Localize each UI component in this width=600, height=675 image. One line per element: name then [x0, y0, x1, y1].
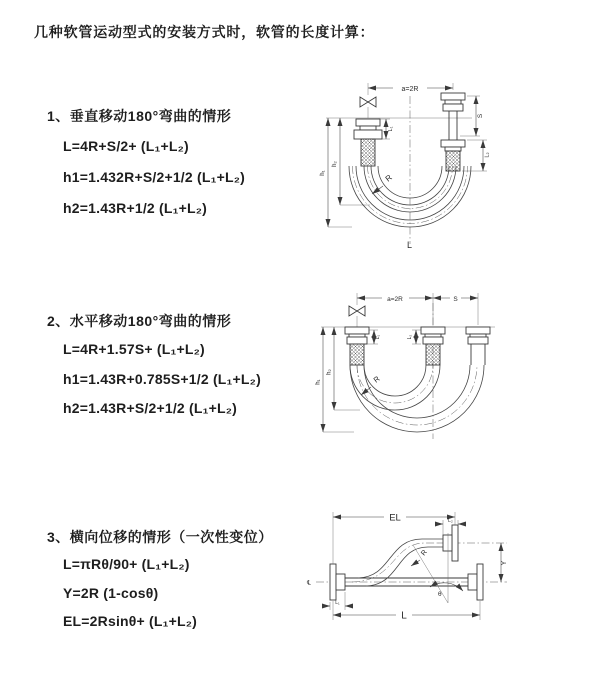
centerline-symbol: ℄	[307, 580, 311, 587]
formula-line: L=πRθ/90+ (L₁+L₂)	[63, 556, 190, 572]
diagram-lateral-displacement	[300, 503, 600, 638]
dim-label-h1: h₁	[320, 170, 326, 176]
formula-line: EL=2Rsinθ+ (L₁+L₂)	[63, 613, 198, 629]
section-1-heading: 1、垂直移动180°弯曲的情形	[47, 108, 232, 124]
dim-label-h2: h₂	[332, 161, 338, 167]
length-label: L	[401, 610, 407, 622]
dim-label-s: S	[453, 296, 458, 303]
diagram-horizontal-180-bend	[310, 287, 600, 447]
radius-label: R	[383, 172, 394, 184]
dim-label-l1: L₁	[375, 334, 381, 340]
formula-line: h2=1.43R+1/2 (L₁+L₂)	[63, 200, 208, 216]
braided-hose-section	[361, 139, 375, 166]
braided-hose-section	[426, 344, 440, 365]
dim-label-l2: L₂	[484, 152, 491, 158]
left-flange-fitting	[345, 327, 369, 365]
valve-icon	[349, 306, 365, 327]
right-flange-fitting	[441, 93, 465, 171]
dim-label-y: Y	[501, 560, 508, 566]
dimension-lines	[320, 82, 491, 227]
dim-label-l2: L₂	[448, 518, 453, 524]
braided-hose-section	[350, 344, 364, 365]
dim-label-h2: h₂	[326, 369, 333, 375]
length-label: L	[407, 240, 413, 250]
left-flange-fitting	[354, 119, 382, 166]
dim-label-h1: h₁	[315, 379, 322, 385]
dim-label-a: a=2R	[387, 296, 403, 303]
radius-callout	[411, 549, 429, 566]
radius-label: R	[420, 548, 429, 558]
formula-line: L=4R+S/2+ (L₁+L₂)	[63, 138, 189, 154]
dim-label-el: EL	[389, 512, 401, 524]
angle-label: θ	[438, 591, 442, 598]
diagram-vertical-180-bend	[310, 76, 590, 256]
right-flange-fitting	[468, 564, 483, 600]
section-2-heading: 2、水平移动180°弯曲的情形	[47, 313, 232, 329]
dim-label-s: S	[477, 113, 484, 119]
formula-line: L=4R+1.57S+ (L₁+L₂)	[63, 341, 205, 357]
radius-label: R	[371, 374, 382, 385]
braided-hose-section	[446, 151, 460, 171]
valve-icon	[360, 97, 376, 118]
dimension-lines	[316, 292, 496, 432]
section-3-heading: 3、横向位移的情形（一次性变位）	[47, 529, 273, 545]
page-title: 几种软管运动型式的安装方式时，软管的长度计算：	[34, 24, 375, 40]
hose-curves	[352, 539, 443, 586]
dim-label-l2: L₂	[407, 334, 413, 340]
dim-label-l1: L₁	[388, 126, 394, 132]
hose-curves	[350, 365, 484, 432]
left-flange-fitting	[330, 564, 345, 600]
formula-line: Y=2R (1-cosθ)	[63, 585, 159, 601]
moved-flange-fitting	[466, 327, 490, 365]
formula-line: h2=1.43R+S/2+1/2 (L₁+L₂)	[63, 400, 238, 416]
formula-line: h1=1.432R+S/2+1/2 (L₁+L₂)	[63, 169, 245, 185]
dim-label-a: a=2R	[401, 86, 419, 93]
upper-flange-fitting	[443, 525, 458, 561]
formula-line: h1=1.43R+0.785S+1/2 (L₁+L₂)	[63, 371, 261, 387]
middle-flange-fitting	[421, 327, 445, 365]
dim-label-l1: L₁	[335, 600, 340, 606]
